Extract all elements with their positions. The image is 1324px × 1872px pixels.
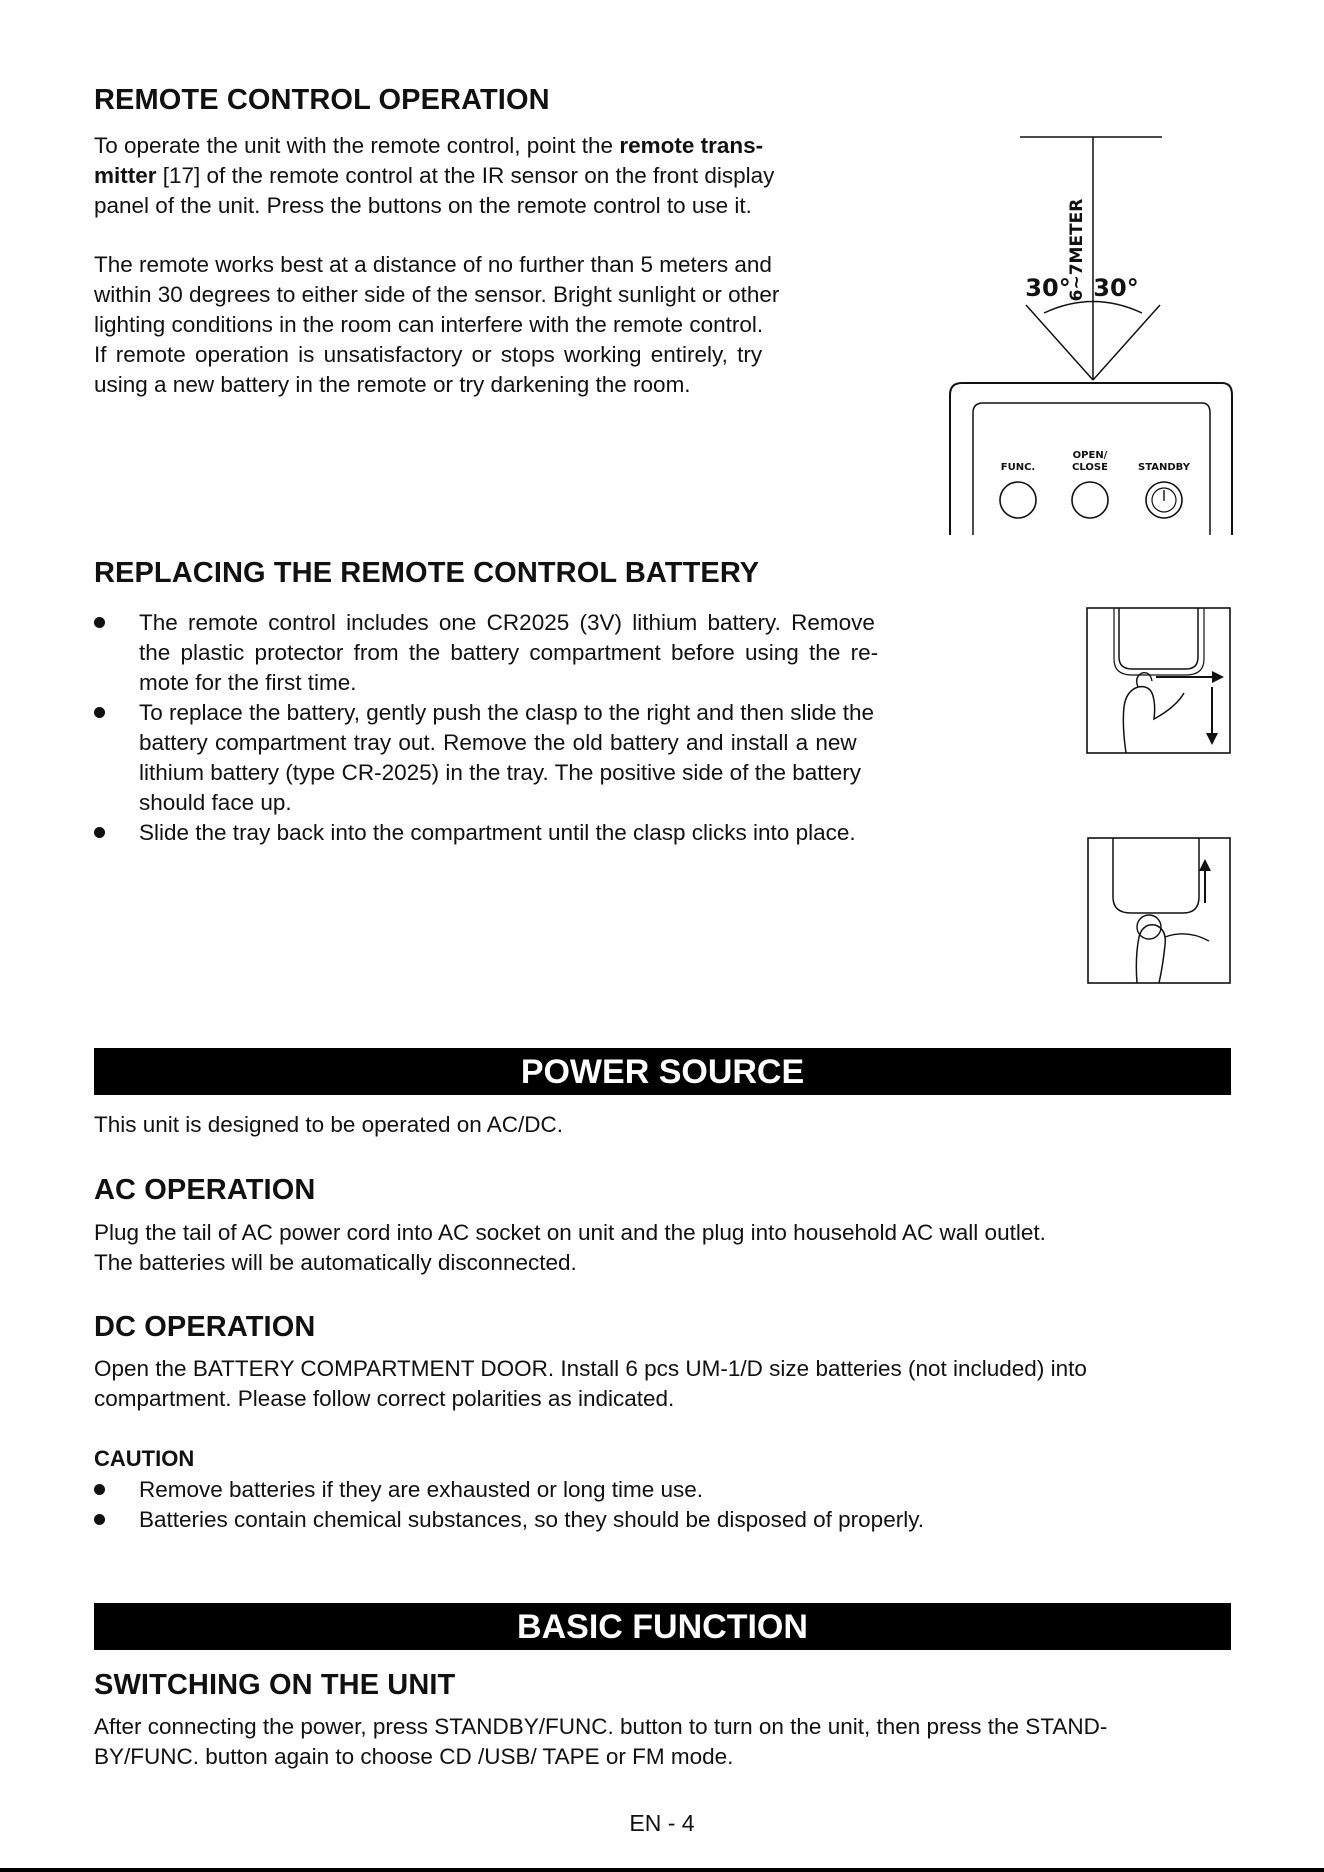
caution-bullet-1 xyxy=(94,1475,1094,1505)
open-close-button-icon xyxy=(1072,482,1108,518)
text-line: If remote operation is unsatisfactory or stops working entirely, try xyxy=(94,342,763,367)
caution-heading: CAUTION xyxy=(94,1446,195,1471)
text-line: lighting conditions in the room can interfere with the remote control. xyxy=(94,312,764,337)
text-line: The remote control includes one CR2025 (3V) lithium battery. Remove xyxy=(139,610,875,635)
caution-bullet-2 xyxy=(94,1505,1094,1535)
text-line: Open the BATTERY COMPARTMENT DOOR. Install 6 pcs UM-1/D size batteries (not included) into xyxy=(94,1356,1087,1381)
battery-remove-figure xyxy=(1086,607,1231,754)
heading-remote-control-operation: REMOTE CONTROL OPERATION xyxy=(94,84,550,116)
remote-range-figure xyxy=(940,125,1240,535)
text-line: within 30 degrees to either side of the sensor. Bright sunlight or other xyxy=(94,282,780,307)
text-line: To replace the battery, gently push the clasp to the right and then slide the xyxy=(139,700,875,725)
text-line: After connecting the power, press STANDBY/FUNC. button to turn on the unit, then press the STAND- xyxy=(94,1714,1108,1739)
text-line: mote for the first time. xyxy=(139,670,357,695)
switching-on-paragraph xyxy=(94,1712,1107,1772)
close-label: CLOSE xyxy=(1072,462,1108,473)
heading-dc-operation: DC OPERATION xyxy=(94,1311,316,1343)
heading-replacing-battery: REPLACING THE REMOTE CONTROL BATTERY xyxy=(94,557,760,589)
distance-label: 6~7METER xyxy=(1067,198,1087,302)
battery-bullet-2 xyxy=(94,698,964,818)
bullet-icon xyxy=(94,1484,105,1495)
heading-switching-on: SWITCHING ON THE UNIT xyxy=(94,1669,456,1701)
text-line: The remote works best at a distance of no further than 5 meters and xyxy=(94,252,772,277)
bold-term: remote trans- xyxy=(619,133,764,158)
section-bar-basic-function: BASIC FUNCTION xyxy=(94,1603,1231,1650)
power-intro xyxy=(94,1110,563,1140)
ac-operation-paragraph xyxy=(94,1218,1046,1278)
heading-ac-operation: AC OPERATION xyxy=(94,1174,316,1206)
bullet-icon xyxy=(94,617,105,628)
battery-remove-illustration xyxy=(1086,607,1231,754)
angle-left-label: 30° xyxy=(1025,274,1071,302)
remote-op-paragraph-2 xyxy=(94,250,858,400)
text-line: Slide the tray back into the compartment until the clasp clicks into place. xyxy=(139,820,856,845)
bullet-icon xyxy=(94,1514,105,1525)
text: To operate the unit with the remote control, point the xyxy=(94,133,620,158)
text: [17] of the remote control at the IR sensor on the front display xyxy=(156,163,775,188)
bullet-icon xyxy=(94,827,105,838)
text: panel of the unit. Press the buttons on the remote control to use it. xyxy=(94,193,752,218)
text-line: This unit is designed to be operated on AC/DC. xyxy=(94,1112,564,1137)
section-bar-power-source: POWER SOURCE xyxy=(94,1048,1231,1095)
battery-bullet-1 xyxy=(94,608,964,698)
text-line: Batteries contain chemical substances, so they should be disposed of properly. xyxy=(139,1507,925,1532)
text-line: Plug the tail of AC power cord into AC socket on unit and the plug into household AC wall outlet. xyxy=(94,1220,1046,1245)
bottom-border xyxy=(0,1868,1324,1872)
func-button-icon xyxy=(1000,482,1036,518)
battery-insert-figure xyxy=(1087,837,1231,984)
battery-insert-illustration xyxy=(1087,837,1231,984)
text-line: the plastic protector from the battery compartment before using the re- xyxy=(139,640,879,665)
remote-op-paragraph-1 xyxy=(94,131,858,221)
text-line: The batteries will be automatically disconnected. xyxy=(94,1250,577,1275)
standby-label: STANDBY xyxy=(1138,462,1190,473)
text-line: battery compartment tray out. Remove the old battery and install a new xyxy=(139,730,857,755)
bold-term: mitter xyxy=(94,163,157,188)
angle-right-label: 30° xyxy=(1093,274,1139,302)
text-line: compartment. Please follow correct polarities as indicated. xyxy=(94,1386,675,1411)
page-number: EN - 4 xyxy=(629,1810,695,1836)
dc-operation-paragraph xyxy=(94,1354,1087,1414)
func-label: FUNC. xyxy=(1000,462,1036,473)
text-line: using a new battery in the remote or try darkening the room. xyxy=(94,372,691,397)
remote-range-diagram xyxy=(940,125,1240,535)
bullet-icon xyxy=(94,707,105,718)
open-label: OPEN/ xyxy=(1072,450,1108,461)
text-line: should face up. xyxy=(139,790,292,815)
text-line: Remove batteries if they are exhausted or long time use. xyxy=(139,1477,704,1502)
text-line: BY/FUNC. button again to choose CD /USB/ TAPE or FM mode. xyxy=(94,1744,734,1769)
battery-bullet-3 xyxy=(94,818,964,848)
text-line: lithium battery (type CR-2025) in the tray. The positive side of the battery xyxy=(139,760,862,785)
